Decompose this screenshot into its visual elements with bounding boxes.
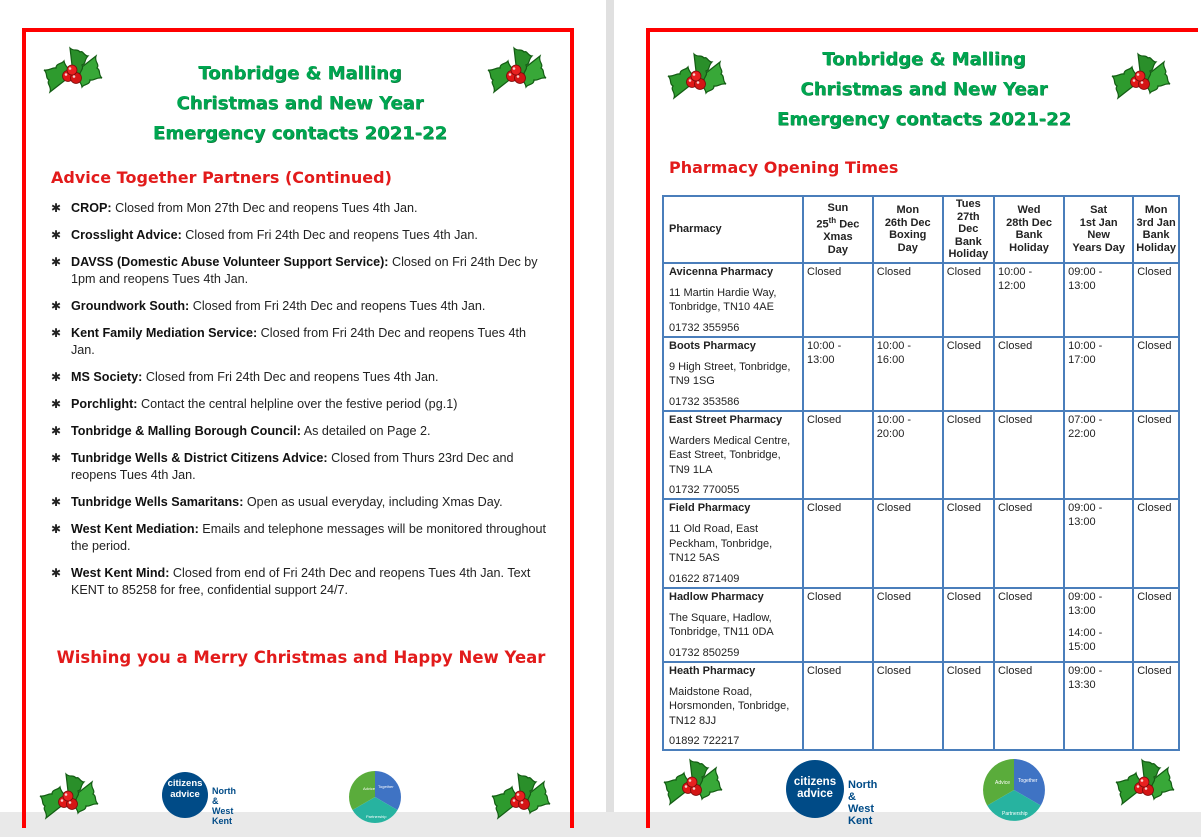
pharmacy-phone: 01732 770055 [669, 484, 740, 496]
pharmacy-cell [663, 662, 803, 751]
hours-cell [994, 411, 1064, 500]
header-text: 28th Dec [1006, 216, 1052, 229]
hours-cell [994, 662, 1064, 751]
hours-text: 07:00 - 22:00 [1068, 413, 1103, 440]
header-text: Holiday [1136, 241, 1176, 254]
pharmacy-name: Field Pharmacy [669, 502, 751, 514]
header-text: Sun [827, 202, 849, 215]
header-text: 3rd Jan [1136, 216, 1176, 229]
hours-text: Closed [997, 590, 1033, 603]
header-text: Xmas [823, 231, 853, 244]
pharmacy-address: 11 Martin Hardie Way, Tonbridge, TN10 4AE [669, 286, 777, 313]
greeting-text: Wishing you a Merry Christmas and Happy New Year [56, 648, 546, 667]
title-line-2: Christmas and New Year [176, 93, 424, 114]
logo-text: North & [848, 779, 878, 803]
list-item [51, 298, 551, 315]
partners-list [51, 200, 551, 609]
hours-text: Closed [997, 502, 1033, 514]
hours-cell [943, 411, 994, 500]
partner-status: Closed from Fri 24th Dec and reopens Tues 4th Jan. [181, 228, 478, 242]
hours-cell [1133, 499, 1179, 588]
hours-cell [943, 662, 994, 751]
bullet-icon: ✱ [51, 397, 62, 411]
partner-status: Closed on Fri 24th Dec by 1pm and reopens Tues 4th Jan. [71, 255, 538, 286]
hours-cell [803, 662, 873, 751]
advice-together-logo [982, 758, 1046, 822]
header-text: Bank [954, 235, 982, 248]
bullet-icon: ✱ [51, 370, 62, 384]
header-text: 1st Jan [1079, 216, 1118, 229]
holly-icon [488, 766, 554, 832]
hours-cell [803, 263, 873, 337]
list-item [51, 521, 551, 555]
list-item [51, 200, 551, 217]
hours-text: Closed [946, 590, 981, 603]
hours-text: Closed [807, 502, 842, 514]
header-text: Holiday [948, 248, 989, 260]
hours-text: Closed [807, 265, 842, 278]
list-item [51, 254, 551, 288]
bullet-icon: ✱ [51, 228, 62, 242]
logo-text: West Kent [212, 806, 234, 826]
hours-text: Closed [807, 590, 842, 603]
logo-text: North & [212, 786, 236, 806]
hours-cell [994, 588, 1064, 662]
hours-text: Closed [876, 590, 912, 603]
hours-text: Closed [997, 413, 1033, 426]
hours-text: Closed [807, 413, 842, 426]
holly-icon [664, 46, 730, 112]
pharmacy-address: 11 Old Road, East Peckham, Tonbridge, TN12 5AS [669, 523, 773, 564]
partner-status: Closed from Thurs 23rd Dec and reopens Tues 4th Jan. [71, 451, 514, 482]
logo-segment-text: Together [378, 784, 394, 789]
holly-icon [36, 766, 102, 832]
pharmacy-phone: 01732 850259 [669, 646, 740, 659]
hours-text: Closed [946, 339, 981, 352]
partner-status: Closed from Fri 24th Dec and reopens Tues 4th Jan. [189, 299, 486, 313]
page-title [724, 45, 1124, 135]
hours-text: 09:00 - 13:00 [1068, 590, 1103, 617]
logo-segment-text: Advice [995, 780, 1011, 786]
bullet-icon: ✱ [51, 424, 62, 438]
table-row [663, 662, 1179, 751]
partner-name: MS Society: [71, 370, 143, 384]
pharmacy-address: 9 High Street, Tonbridge, TN9 1SG [669, 360, 791, 387]
header-text: 25 [816, 218, 829, 231]
pharmacy-phone: 01732 353586 [669, 395, 740, 408]
table-row [663, 588, 1179, 662]
table-row [663, 263, 1179, 337]
section-heading: Advice Together Partners (Continued) [51, 168, 392, 187]
logo-text: citizens [167, 778, 203, 789]
partner-name: DAVSS (Domestic Abuse Volunteer Support Service): [71, 255, 389, 269]
hours-cell [1064, 263, 1133, 337]
advice-together-logo [348, 770, 402, 824]
list-item [51, 423, 551, 440]
pharmacy-phone: 01892 722217 [669, 735, 740, 747]
hours-text: 09:00 - 13:00 [1068, 265, 1103, 292]
partner-name: Crosslight Advice: [71, 228, 182, 242]
list-item [51, 369, 551, 386]
pharmacy-name: East Street Pharmacy [669, 413, 783, 426]
hours-cell [994, 337, 1064, 411]
partner-status: Open as usual everyday, including Xmas Day. [243, 495, 503, 509]
logo-segment-text: Partnership [1002, 811, 1028, 817]
partner-status: Closed from Fri 24th Dec and reopens Tues 4th Jan. [71, 326, 526, 357]
column-header-pharmacy: Pharmacy [663, 196, 803, 263]
table-row [663, 411, 1179, 500]
partner-status: Closed from Fri 24th Dec and reopens Tues 4th Jan. [142, 370, 439, 384]
hours-text: Closed [1137, 265, 1172, 278]
header-text: th [828, 215, 837, 225]
pharmacy-address: Warders Medical Centre, East Street, Tonbridge, TN9 1LA [669, 434, 791, 476]
hours-text: Closed [1137, 590, 1172, 603]
pharmacy-name: Boots Pharmacy [669, 339, 756, 352]
hours-cell [1133, 588, 1179, 662]
partner-name: Groundwork South: [71, 299, 190, 313]
hours-text: Closed [946, 265, 981, 278]
logo-text: West Kent [848, 803, 875, 827]
header-text: 27th Dec [957, 210, 980, 235]
partner-name: West Kent Mind: [71, 566, 170, 580]
bullet-icon: ✱ [51, 451, 62, 465]
hours-cell [1064, 499, 1133, 588]
holly-icon [40, 40, 106, 106]
hours-text: 10:00 - 17:00 [1068, 339, 1103, 366]
logo-text: citizens [793, 776, 837, 788]
header-text: Mon [896, 204, 920, 217]
partner-status: Closed from Mon 27th Dec and reopens Tues 4th Jan. [111, 201, 418, 215]
pharmacy-phone: 01622 871409 [669, 572, 740, 585]
table-row [663, 499, 1179, 588]
header-text: New [1087, 229, 1110, 242]
partner-name: Porchlight: [71, 397, 138, 411]
partner-name: CROP: [71, 201, 112, 215]
pharmacy-cell [663, 263, 803, 337]
header-text: Day [897, 241, 918, 254]
page-title [100, 59, 500, 149]
partner-status: As detailed on Page 2. [300, 424, 431, 438]
logo-text: advice [170, 789, 200, 800]
hours-cell [1064, 588, 1133, 662]
partner-name: Kent Family Mediation Service: [71, 326, 258, 340]
list-item [51, 494, 551, 511]
bullet-icon: ✱ [51, 326, 62, 340]
pharmacy-address: The Square, Hadlow, Tonbridge, TN11 0DA [669, 611, 774, 638]
hours-cell [803, 337, 873, 411]
pharmacy-phone: 01732 355956 [669, 321, 740, 334]
bullet-icon: ✱ [51, 255, 62, 269]
column-header-day [873, 196, 943, 263]
list-item [51, 565, 551, 599]
bullet-icon: ✱ [51, 495, 62, 509]
hours-cell [1133, 337, 1179, 411]
column-header-day [994, 196, 1064, 263]
hours-text: Closed [876, 265, 912, 278]
header-text: Dec [836, 218, 860, 231]
pharmacy-cell [663, 499, 803, 588]
hours-text: 10:00 - 12:00 [997, 265, 1033, 292]
header-text: Tues [955, 198, 981, 210]
hours-text: 10:00 - 16:00 [876, 339, 912, 366]
bullet-icon: ✱ [51, 566, 62, 580]
hours-text: Closed [1137, 502, 1172, 514]
section-heading: Pharmacy Opening Times [669, 158, 899, 177]
hours-text: Closed [807, 664, 842, 677]
partner-name: Tonbridge & Malling Borough Council: [71, 424, 301, 438]
bullet-icon: ✱ [51, 201, 62, 215]
hours-cell [873, 588, 943, 662]
hours-text: 10:00 - 13:00 [807, 339, 842, 366]
partner-name: West Kent Mediation: [71, 522, 199, 536]
header-text: Bank [1142, 229, 1170, 242]
hours-text: Closed [997, 664, 1033, 677]
table-header-row [663, 196, 1179, 263]
bullet-icon: ✱ [51, 522, 62, 536]
title-line-2: Christmas and New Year [800, 79, 1048, 100]
pharmacy-name: Hadlow Pharmacy [669, 590, 764, 603]
hours-cell [803, 588, 873, 662]
hours-cell [803, 499, 873, 588]
title-line-3: Emergency contacts 2021-22 [776, 109, 1072, 130]
header-text: Wed [1017, 204, 1041, 217]
list-item [51, 450, 551, 484]
title-line-1: Tonbridge & Malling [198, 63, 402, 84]
header-text: Bank [1015, 229, 1043, 242]
hours-text: 14:00 - 15:00 [1068, 626, 1103, 653]
header-text: Boxing [889, 229, 927, 242]
pharmacy-cell [663, 588, 803, 662]
partner-name: Tunbridge Wells & District Citizens Advice: [71, 451, 328, 465]
hours-cell [943, 337, 994, 411]
header-text: 26th Dec [884, 216, 931, 229]
hours-text: 09:00 - 13:30 [1068, 664, 1103, 691]
page-divider [606, 0, 614, 812]
hours-cell [943, 263, 994, 337]
partner-status: Closed from end of Fri 24th Dec and reopens Tues 4th Jan. Text KENT to 85258 for free, confidential support 24/7. [71, 566, 531, 597]
title-line-1: Tonbridge & Malling [822, 49, 1026, 70]
list-item [51, 325, 551, 359]
header-text: Sat [1090, 204, 1108, 217]
hours-cell [943, 588, 994, 662]
pharmacy-name: Avicenna Pharmacy [669, 265, 774, 278]
hours-cell [873, 337, 943, 411]
pharmacy-name: Heath Pharmacy [669, 664, 756, 677]
hours-text: Closed [946, 664, 981, 677]
pharmacy-cell [663, 337, 803, 411]
table-row [663, 337, 1179, 411]
hours-cell [803, 411, 873, 500]
header-text: Holiday [1009, 241, 1049, 254]
partner-status: Contact the central helpline over the festive period (pg.1) [137, 397, 458, 411]
hours-cell [943, 499, 994, 588]
hours-text: Closed [997, 339, 1033, 352]
bullet-icon: ✱ [51, 299, 62, 313]
hours-cell [873, 499, 943, 588]
hours-cell [1064, 337, 1133, 411]
hours-text: 10:00 - 20:00 [876, 413, 912, 440]
header-text: Years Day [1072, 241, 1125, 254]
pharmacy-table [662, 195, 1180, 751]
column-header-day [1064, 196, 1133, 263]
hours-text: 09:00 - 13:00 [1068, 502, 1103, 528]
header-text: Day [827, 243, 848, 256]
hours-text: Closed [946, 502, 981, 514]
hours-cell [1133, 662, 1179, 751]
logo-text: advice [797, 788, 833, 800]
hours-cell [994, 499, 1064, 588]
column-header-day [943, 196, 994, 263]
logo-segment-text: Partnership [366, 814, 387, 819]
hours-cell [1064, 662, 1133, 751]
column-header-day [1133, 196, 1179, 263]
hours-cell [1133, 411, 1179, 500]
partner-status: Emails and telephone messages will be monitored throughout the period. [71, 522, 547, 553]
hours-cell [873, 263, 943, 337]
holly-icon [1112, 752, 1178, 818]
holly-icon [660, 752, 726, 818]
logo-segment-text: Advice [363, 786, 376, 791]
hours-text: Closed [1137, 413, 1172, 426]
hours-cell [1133, 263, 1179, 337]
header-text: Mon [1144, 204, 1168, 217]
list-item [51, 227, 551, 244]
title-line-3: Emergency contacts 2021-22 [152, 123, 448, 144]
column-header-day [803, 196, 873, 263]
pharmacy-address: Maidstone Road, Horsmonden, Tonbridge, TN12 8JJ [669, 685, 790, 727]
partner-name: Tunbridge Wells Samaritans: [71, 495, 244, 509]
hours-cell [873, 411, 943, 500]
hours-text: Closed [946, 413, 981, 426]
logo-segment-text: Together [1018, 778, 1038, 784]
hours-cell [1064, 411, 1133, 500]
hours-text: Closed [876, 664, 912, 677]
hours-text: Closed [876, 502, 912, 514]
list-item [51, 396, 551, 413]
pharmacy-cell [663, 411, 803, 500]
hours-text: Closed [1137, 339, 1172, 352]
hours-text: Closed [1137, 664, 1172, 677]
hours-cell [994, 263, 1064, 337]
hours-cell [873, 662, 943, 751]
